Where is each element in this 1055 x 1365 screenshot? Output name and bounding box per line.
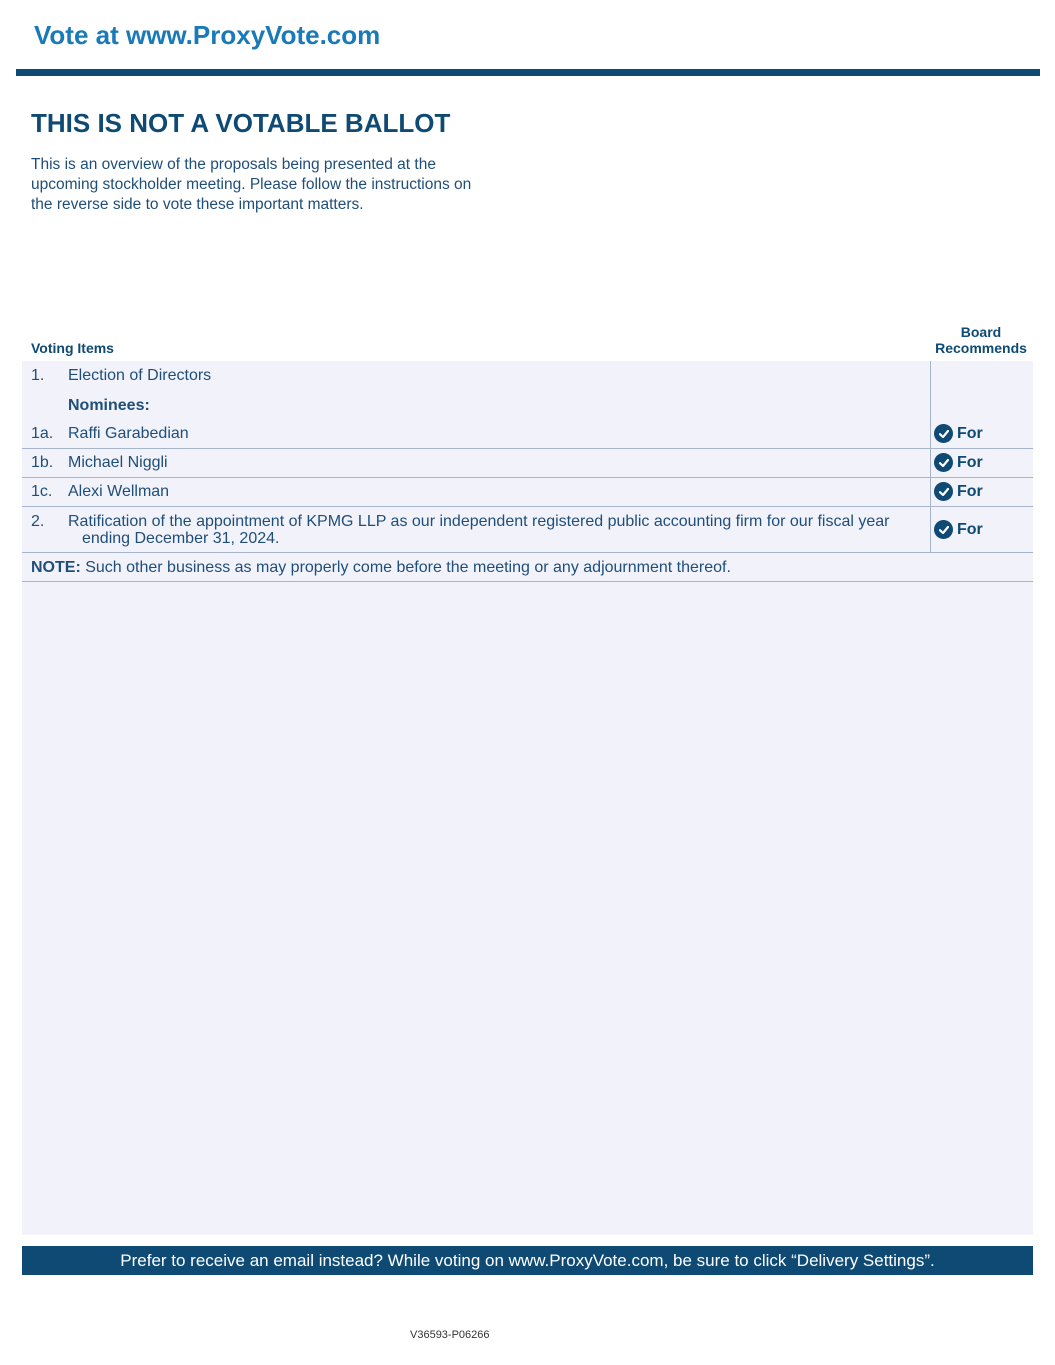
- voting-items-panel: [22, 361, 1033, 1235]
- recommendation-label: For: [957, 424, 983, 442]
- recommends-label: Recommends: [935, 340, 1027, 356]
- note-body: Such other business as may properly come before the meeting or any adjournment thereof.: [80, 559, 731, 576]
- notice-title: THIS IS NOT A VOTABLE BALLOT: [31, 108, 451, 138]
- board-recommendation: [934, 520, 983, 539]
- board-recommendation: [934, 453, 983, 472]
- item-number: 1a.: [31, 425, 54, 442]
- nominees-label: Nominees:: [68, 397, 150, 414]
- nominee-row: [22, 449, 1033, 478]
- board-label: Board: [960, 324, 1002, 340]
- item-number: 2.: [31, 513, 45, 530]
- footer-banner: [22, 1246, 1033, 1275]
- check-circle-icon: [934, 424, 953, 443]
- check-circle-icon: [934, 482, 953, 501]
- note-text: [31, 559, 731, 577]
- nominee-name: Alexi Wellman: [68, 483, 170, 500]
- item-text-line: Ratification of the appointment of KPMG LLP as our independent registered public accounting firm for our fiscal year: [68, 513, 890, 530]
- board-recommendation: [934, 424, 983, 443]
- document-code: V36593-P06266: [410, 1329, 490, 1341]
- item-row-2: [22, 507, 1033, 553]
- intro-line: upcoming stockholder meeting. Please follow the instructions on: [31, 176, 472, 193]
- item-text-line: ending December 31, 2024.: [82, 530, 280, 547]
- item-text: [68, 513, 928, 547]
- intro-text: [31, 155, 521, 215]
- nominee-row: [22, 478, 1033, 507]
- check-circle-icon: [934, 520, 953, 539]
- column-header-voting-items: Voting Items: [31, 340, 114, 356]
- nominee-name: Raffi Garabedian: [68, 425, 189, 442]
- item-number: 1c.: [31, 483, 53, 500]
- note-label: NOTE:: [31, 559, 81, 576]
- board-recommendation: [934, 482, 983, 501]
- header-title[interactable]: Vote at www.ProxyVote.com: [34, 20, 381, 50]
- nominee-row: [22, 419, 1033, 449]
- check-circle-icon: [934, 453, 953, 472]
- item-number: 1.: [31, 367, 45, 384]
- recommendation-label: For: [957, 482, 983, 500]
- note-row: [22, 553, 1033, 582]
- recommendation-label: For: [957, 520, 983, 538]
- intro-line: This is an overview of the proposals being presented at the: [31, 156, 436, 173]
- nominee-name: Michael Niggli: [68, 454, 168, 471]
- item-text: Election of Directors: [68, 367, 212, 384]
- nominees-row: [22, 397, 1033, 417]
- header-divider: [16, 69, 1040, 76]
- item-row-1: [22, 367, 1033, 387]
- recommendation-label: For: [957, 453, 983, 471]
- footer-text: Prefer to receive an email instead? While voting on www.ProxyVote.com, be sure to click “Delivery Settings”.: [120, 1250, 935, 1270]
- item-number: 1b.: [31, 454, 54, 471]
- intro-line: the reverse side to vote these important matters.: [31, 196, 364, 213]
- column-header-board-recommends: [928, 324, 1034, 356]
